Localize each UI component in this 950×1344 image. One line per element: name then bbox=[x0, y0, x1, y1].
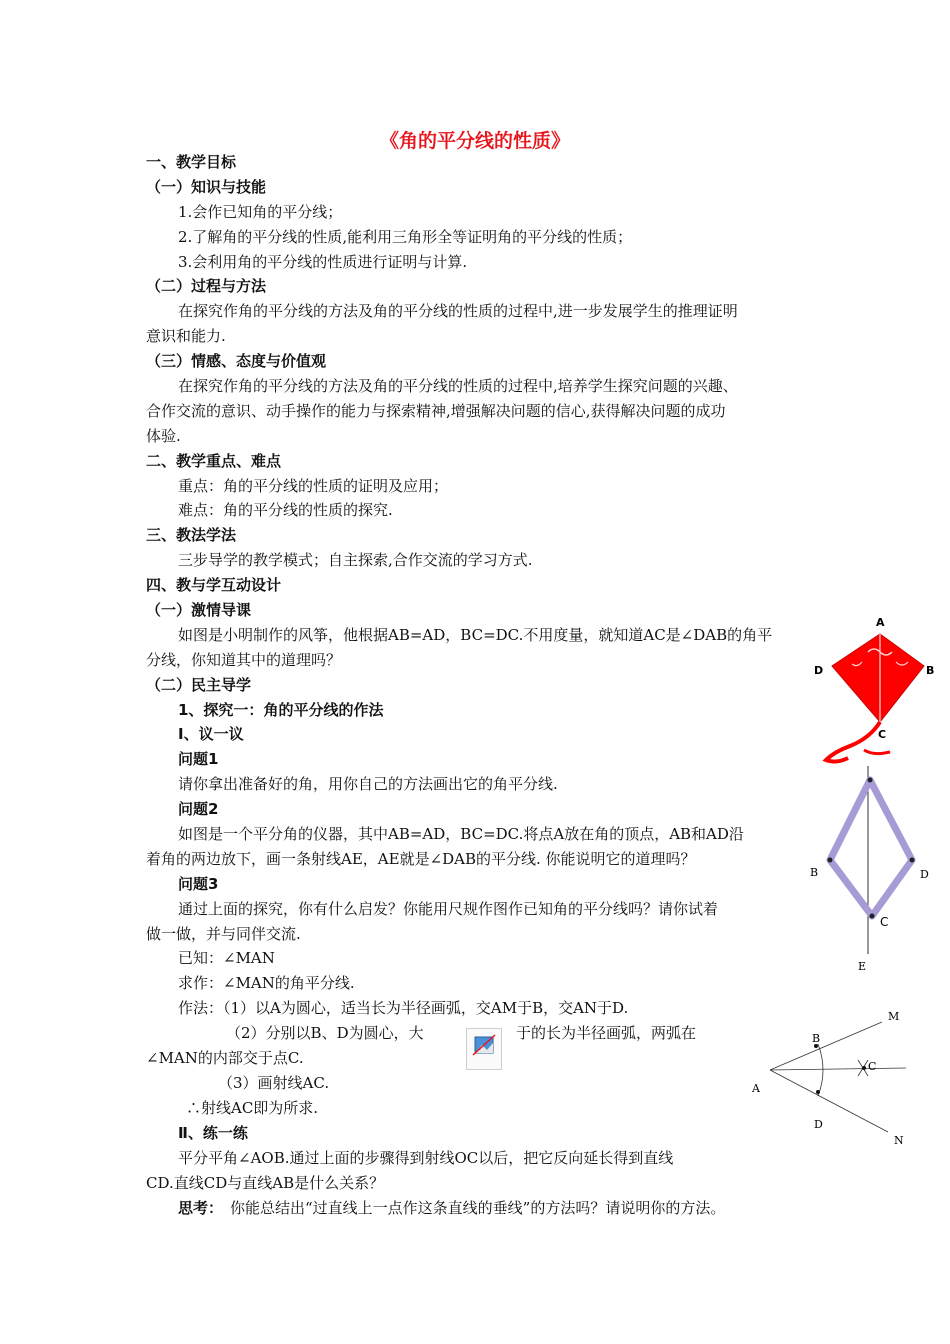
line-34: 求作：∠MAN的角平分线. bbox=[178, 974, 355, 992]
line-24: Ⅰ、议一议 bbox=[178, 725, 244, 743]
line-23: 1、探究一：角的平分线的作法 bbox=[178, 701, 384, 719]
line-43a: 思考： bbox=[178, 1199, 224, 1217]
line-15: 难点：角的平分线的性质的探究. bbox=[178, 501, 393, 519]
angle-label-b: B bbox=[812, 1032, 821, 1045]
line-35: 作法：（1）以A为圆心，适当长为半径画弧，交AM于B，交AN于D. bbox=[178, 999, 629, 1017]
angle-construction-figure bbox=[748, 1004, 918, 1154]
formula-image-placeholder bbox=[466, 1028, 502, 1070]
line-37: ∠MAN的内部交于点C. bbox=[146, 1049, 304, 1067]
line-30: 问题3 bbox=[178, 875, 219, 893]
instrument-label-b: B bbox=[810, 866, 819, 879]
line-20: 如图是小明制作的风筝，他根据AB=AD，BC=DC.不用度量，就知道AC是∠DAB的角平 bbox=[178, 626, 773, 644]
line-1: 一、教学目标 bbox=[146, 153, 237, 171]
line-36a: （2）分别以B、D为圆心，大 bbox=[226, 1024, 424, 1042]
line-21: 分线，你知道其中的道理吗？ bbox=[146, 651, 342, 669]
line-6: （二）过程与方法 bbox=[146, 277, 267, 295]
line-33: 已知：∠MAN bbox=[178, 949, 275, 967]
angle-label-d: D bbox=[814, 1118, 823, 1131]
line-25: 问题1 bbox=[178, 750, 219, 768]
line-19: （一）激情导课 bbox=[146, 601, 252, 619]
line-4: 2.了解角的平分线的性质,能利用三角形全等证明角的平分线的性质； bbox=[178, 228, 633, 246]
line-40: Ⅱ、练一练 bbox=[178, 1124, 248, 1142]
line-12: 体验. bbox=[146, 427, 181, 445]
line-43b: 你能总结出“过直线上一点作这条直线的垂线”的方法吗？请说明你的方法。 bbox=[230, 1199, 726, 1217]
angle-label-c: C bbox=[868, 1060, 877, 1073]
line-10: 在探究作角的平分线的方法及角的平分线的性质的过程中,培养学生探究问题的兴趣、 bbox=[178, 377, 738, 395]
kite-label-d: D bbox=[814, 664, 824, 677]
line-17: 三步导学的教学模式；自主探索,合作交流的学习方式. bbox=[178, 551, 533, 569]
line-8: 意识和能力. bbox=[146, 327, 226, 345]
line-36b: 于的长为半径画弧，两弧在 bbox=[516, 1024, 697, 1042]
kite-figure bbox=[808, 612, 940, 774]
instrument-label-c: C bbox=[880, 915, 889, 929]
angle-label-a: A bbox=[752, 1082, 760, 1095]
line-13: 二、教学重点、难点 bbox=[146, 452, 282, 470]
document-title: 《角的平分线的性质》 bbox=[379, 130, 570, 152]
line-14: 重点：角的平分线的性质的证明及应用； bbox=[178, 477, 449, 495]
line-11: 合作交流的意识、动手操作的能力与探索精神,增强解决问题的信心,获得解决问题的成功 bbox=[146, 402, 726, 420]
kite-label-a: A bbox=[876, 616, 885, 629]
line-31: 通过上面的探究，你有什么启发？你能用尺规作图作已知角的平分线吗？请你试着 bbox=[178, 900, 719, 918]
line-7: 在探究作角的平分线的方法及角的平分线的性质的过程中,进一步发展学生的推理证明 bbox=[178, 302, 738, 320]
line-28: 如图是一个平分角的仪器，其中AB=AD，BC=DC.将点A放在角的顶点，AB和AD沿 bbox=[178, 825, 744, 843]
line-5: 3.会利用角的平分线的性质进行证明与计算. bbox=[178, 253, 468, 271]
line-42: CD.直线CD与直线AB是什么关系？ bbox=[146, 1174, 385, 1192]
instrument-figure bbox=[804, 766, 934, 980]
line-38: （3）画射线AC. bbox=[218, 1074, 330, 1092]
broken-image-icon bbox=[467, 1029, 501, 1069]
instrument-label-e: E bbox=[858, 960, 867, 973]
line-2: （一）知识与技能 bbox=[146, 178, 267, 196]
line-3: 1.会作已知角的平分线； bbox=[178, 203, 343, 221]
instrument-label-d: D bbox=[920, 868, 929, 881]
kite-label-c: C bbox=[878, 728, 887, 741]
line-32: 做一做，并与同伴交流. bbox=[146, 925, 301, 943]
line-41: 平分平角∠AOB.通过上面的步骤得到射线OC以后，把它反向延长得到直线 bbox=[178, 1149, 674, 1167]
line-9: （三）情感、态度与价值观 bbox=[146, 352, 327, 370]
line-29: 着角的两边放下，画一条射线AE，AE就是∠DAB的平分线. 你能说明它的道理吗？ bbox=[146, 850, 696, 868]
line-27: 问题2 bbox=[178, 800, 219, 818]
line-26: 请你拿出准备好的角，用你自己的方法画出它的角平分线. bbox=[178, 775, 558, 793]
kite-label-b: B bbox=[926, 664, 935, 677]
angle-label-n: N bbox=[894, 1134, 904, 1147]
line-39: ∴射线AC即为所求. bbox=[186, 1099, 319, 1117]
line-22: （二）民主导学 bbox=[146, 676, 252, 694]
line-18: 四、教与学互动设计 bbox=[146, 576, 282, 594]
angle-label-m: M bbox=[888, 1010, 900, 1023]
line-16: 三、教法学法 bbox=[146, 526, 237, 544]
